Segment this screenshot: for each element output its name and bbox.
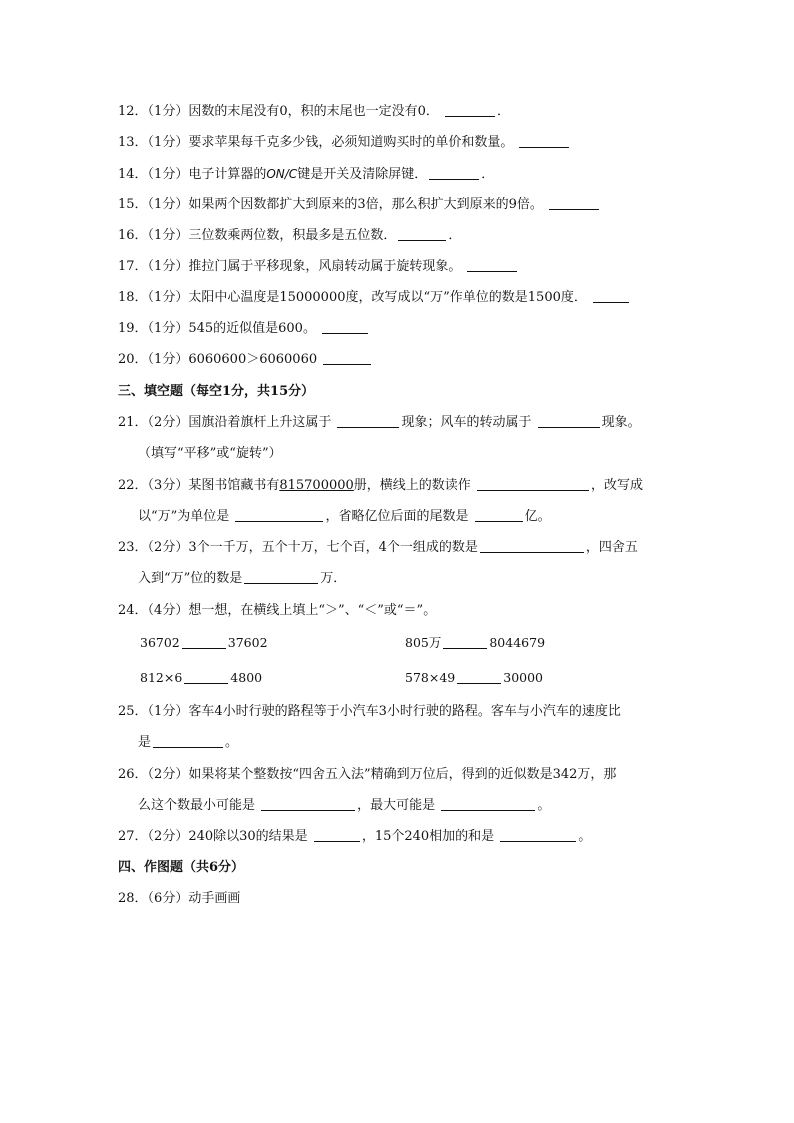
punctuation: ． <box>448 228 462 243</box>
answer-blank[interactable] <box>500 828 576 842</box>
answer-blank[interactable] <box>153 734 223 748</box>
question-text: 240除以30的结果是 <box>188 829 308 844</box>
compare-item <box>405 669 543 687</box>
answer-blank[interactable] <box>457 670 501 684</box>
question-text: 太阳中心温度是15000000度，改写成以“万”作单位的数是1500度． <box>188 290 587 305</box>
question-22-line2 <box>138 508 551 526</box>
question-score: （2分） <box>147 829 189 844</box>
compare-item <box>140 669 262 687</box>
answer-blank[interactable] <box>322 320 368 334</box>
question-score: （6分） <box>147 891 189 906</box>
punctuation: ． <box>497 104 511 119</box>
question-16 <box>118 227 461 245</box>
question-score: （2分） <box>147 767 189 782</box>
question-19 <box>118 320 370 338</box>
compare-item <box>405 634 545 652</box>
question-text: 三位数乘两位数，积最多是五位数． <box>188 228 397 243</box>
question-score: （3分） <box>147 478 189 493</box>
question-score: （1分） <box>147 259 189 274</box>
question-25 <box>118 703 621 721</box>
question-number: 28． <box>118 891 148 906</box>
answer-blank[interactable] <box>261 797 355 811</box>
question-text: 是 <box>138 735 152 750</box>
question-number: 13． <box>118 135 148 150</box>
question-score: （1分） <box>147 290 189 305</box>
question-number: 23． <box>118 540 148 555</box>
question-number: 26． <box>118 767 148 782</box>
question-score: （1分） <box>147 167 189 182</box>
answer-blank[interactable] <box>443 635 487 649</box>
compare-left: 805万 <box>405 635 442 650</box>
question-text: 万． <box>320 571 347 586</box>
compare-left: 812×6 <box>140 670 183 685</box>
question-text: 某图书馆藏书有 <box>188 478 280 493</box>
answer-blank[interactable] <box>244 570 318 584</box>
question-number: 12． <box>118 104 148 119</box>
answer-blank[interactable] <box>445 103 495 117</box>
question-22 <box>118 477 643 495</box>
punctuation: ． <box>481 167 495 182</box>
question-text: ，改写成 <box>590 478 643 493</box>
question-13 <box>118 134 571 152</box>
question-score: （4分） <box>147 603 189 618</box>
answer-blank[interactable] <box>519 134 569 148</box>
question-number: 25． <box>118 704 148 719</box>
question-18 <box>118 289 631 307</box>
question-20 <box>118 351 373 369</box>
question-text: 3个一千万，五个十万，七个百，4个一组成的数是 <box>188 540 478 555</box>
answer-blank[interactable] <box>184 670 228 684</box>
compare-left: 578×49 <box>405 670 456 685</box>
question-text: 国旗沿着旗杆上升这属于 <box>188 415 332 430</box>
question-21-line2: （填写“平移”或“旋转”） <box>138 446 282 461</box>
question-number: 16． <box>118 228 148 243</box>
question-26-line2 <box>138 797 550 815</box>
question-text: 545的近似值是600。 <box>188 321 316 336</box>
key-label: ON/C <box>266 167 298 181</box>
question-score: （1分） <box>147 228 189 243</box>
question-number: 24． <box>118 603 148 618</box>
answer-blank[interactable] <box>323 351 371 365</box>
compare-right: 30000 <box>503 670 544 685</box>
question-text: 。 <box>578 829 592 844</box>
answer-blank[interactable] <box>549 196 599 210</box>
answer-blank[interactable] <box>477 477 589 491</box>
compare-right: 8044679 <box>489 635 546 650</box>
question-text: 以“万”为单位是 <box>138 509 230 524</box>
question-text: 如果两个因数都扩大到原来的3倍，那么积扩大到原来的9倍。 <box>188 197 543 212</box>
question-text: 因数的末尾没有0，积的末尾也一定没有0． <box>188 104 439 119</box>
question-text: 客车4小时行驶的路程等于小汽车3小时行驶的路程。客车与小汽车的速度比 <box>188 704 621 719</box>
question-number: 15． <box>118 197 148 212</box>
answer-blank[interactable] <box>235 508 323 522</box>
question-score: （2分） <box>147 415 189 430</box>
question-number: 14． <box>118 167 148 182</box>
compare-left: 36702 <box>140 635 180 650</box>
question-text: 现象；风车的转动属于 <box>401 415 532 430</box>
question-score: （1分） <box>147 352 189 367</box>
question-21 <box>118 414 641 432</box>
answer-blank[interactable] <box>182 635 226 649</box>
question-text: 推拉门属于平移现象，风扇转动属于旋转现象。 <box>188 259 462 274</box>
answer-blank[interactable] <box>480 539 584 553</box>
question-15 <box>118 196 601 214</box>
question-score: （2分） <box>147 540 189 555</box>
question-text: ，四舍五 <box>585 540 638 555</box>
question-28 <box>118 890 240 908</box>
section-heading-draw: 四、作图题（共6分） <box>118 860 245 875</box>
question-text: 。 <box>225 735 239 750</box>
question-12 <box>118 103 510 121</box>
question-text: 么这个数最小可能是 <box>138 798 256 813</box>
question-text: 册，横线上的数读作 <box>353 478 471 493</box>
question-text: ，省略亿位后面的尾数是 <box>325 509 469 524</box>
question-number: 27． <box>118 829 148 844</box>
answer-blank[interactable] <box>475 508 523 522</box>
question-number: 22． <box>118 478 148 493</box>
answer-blank[interactable] <box>429 166 479 180</box>
question-27 <box>118 828 591 846</box>
question-number: 18． <box>118 290 148 305</box>
answer-blank[interactable] <box>398 227 446 241</box>
question-text: 要求苹果每千克多少钱，必须知道购买时的单价和数量。 <box>188 135 514 150</box>
question-score: （1分） <box>147 104 189 119</box>
question-score: （1分） <box>147 197 189 212</box>
answer-blank[interactable] <box>538 414 600 428</box>
question-score: （1分） <box>147 135 189 150</box>
question-text: ，最大可能是 <box>357 798 436 813</box>
question-26 <box>118 766 616 784</box>
answer-blank[interactable] <box>314 828 360 842</box>
section-heading-fill: 三、填空题（每空1分，共15分） <box>118 384 315 399</box>
question-text: 动手画画 <box>188 891 241 906</box>
answer-blank[interactable] <box>593 289 629 303</box>
question-23 <box>118 539 638 557</box>
answer-blank[interactable] <box>337 414 399 428</box>
question-number: 19． <box>118 321 148 336</box>
question-25-line2 <box>138 734 238 752</box>
question-23-line2 <box>138 570 346 588</box>
compare-item <box>140 634 268 652</box>
question-text: ，15个240相加的和是 <box>361 829 495 844</box>
question-text: 键是开关及清除屏键． <box>297 167 428 182</box>
question-text: 如果将某个整数按“四舍五入法”精确到万位后，得到的近似数是342万，那 <box>188 767 617 782</box>
question-text: 入到“万”位的数是 <box>138 571 243 586</box>
question-text: 想一想，在横线上填上“＞”、“＜”或“＝”。 <box>188 603 437 618</box>
question-17 <box>118 258 519 276</box>
compare-right: 37602 <box>227 635 268 650</box>
question-14 <box>118 165 494 184</box>
underlined-number: 815700000 <box>279 478 354 493</box>
answer-blank[interactable] <box>467 258 517 272</box>
question-number: 20． <box>118 352 148 367</box>
question-text: 亿。 <box>524 509 551 524</box>
answer-blank[interactable] <box>441 797 535 811</box>
question-score: （1分） <box>147 321 189 336</box>
question-number: 21． <box>118 415 148 430</box>
compare-right: 4800 <box>230 670 263 685</box>
question-number: 17． <box>118 259 148 274</box>
question-text: 6060600＞6060060 <box>188 352 318 367</box>
question-text: 。 <box>537 798 551 813</box>
question-score: （1分） <box>147 704 189 719</box>
question-24 <box>118 602 436 620</box>
question-text: 现象。 <box>601 415 641 430</box>
question-text: 电子计算器的 <box>188 167 267 182</box>
